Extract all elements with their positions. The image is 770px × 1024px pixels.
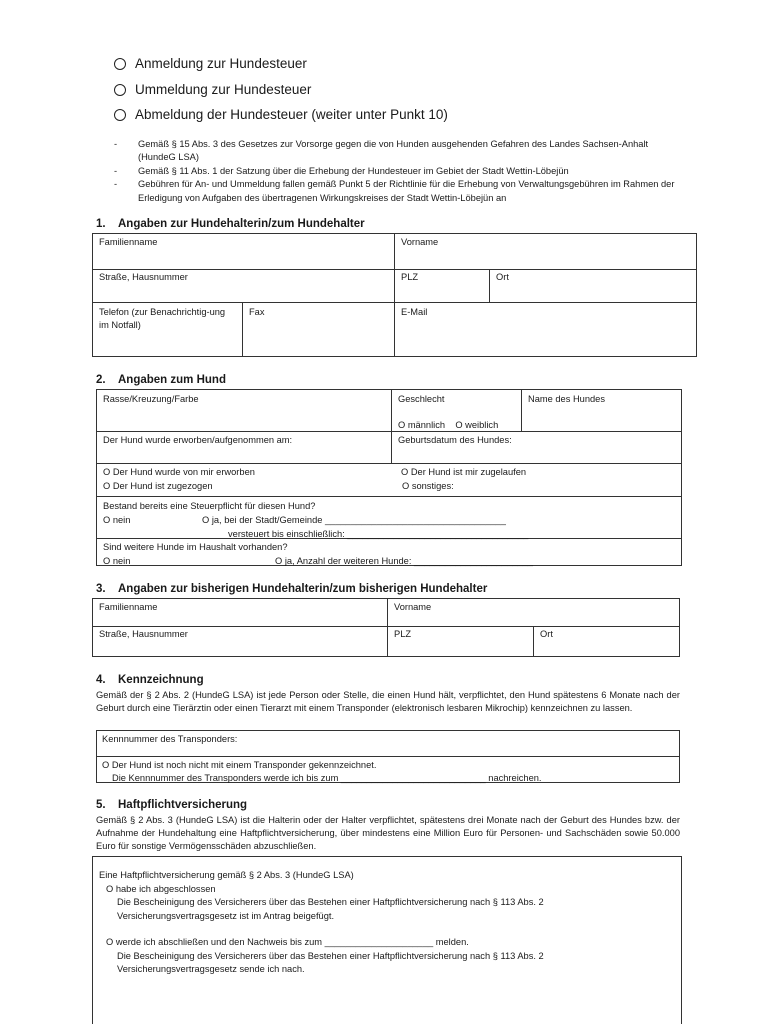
section-4-heading: [96, 674, 204, 686]
bisherige-vorname-field[interactable]: Vorname: [394, 602, 432, 612]
steuerpflicht-ja[interactable]: O ja, bei der Stadt/Gemeinde ___________________________________: [202, 515, 506, 525]
telefon-field[interactable]: Telefon (zur Benachrichtig-ung im Notfall): [99, 307, 226, 330]
beigefuegt-line-1: Die Bescheinigung des Versicherers über das Bestehen einer Haftpflichtversicherung nach § 113 Abs. 2: [117, 897, 544, 907]
weitere-hunde-nein[interactable]: O nein: [103, 556, 131, 566]
section-5-text: Gemäß § 2 Abs. 3 (HundeG LSA) ist die Halterin oder der Halter verpflichtet, spätestens drei Monate nach der Geburt des Hundes bzw. der Aufnahme der Hundehaltung eine Haftpflichtversicherung, über mindestens eine Million Euro für Personen- und Sachschäden sowie 50.000 Euro für sonstige Vermögensschäden abzuschließen.: [96, 815, 680, 852]
weitere-hunde-ja[interactable]: O ja, Anzahl der weiteren Hunde: _______________________: [275, 556, 533, 566]
beigefuegt-line-2: Versicherungsvertragsgesetz ist im Antrag beigefügt.: [117, 911, 335, 921]
option-abschliessen[interactable]: O werde ich abschließen und den Nachweis bis zum _____________________ melden.: [106, 937, 469, 947]
section-2-heading: [96, 374, 226, 386]
haftpflicht-box-title: Eine Haftpflichtversicherung gemäß § 2 Abs. 3 (HundeG LSA): [99, 870, 354, 880]
option-anmeldung[interactable]: [114, 56, 307, 71]
section-1-number: 1.: [96, 218, 106, 230]
section-1-table: [92, 233, 697, 357]
versteuert-bis-field[interactable]: versteuert bis einschließlich: ___________________________________: [228, 529, 529, 539]
nachsenden-line-1: Die Bescheinigung des Versicherers über das Bestehen einer Haftpflichtversicherung nach § 113 Abs. 2: [117, 951, 544, 961]
section-3-title: Angaben zur bisherigen Hundehalterin/zum bisherigen Hundehalter: [118, 583, 488, 595]
section-3-table: [92, 598, 680, 657]
option-zugelaufen[interactable]: O Der Hund ist mir zugelaufen: [401, 467, 527, 477]
erworben-am-field[interactable]: Der Hund wurde erworben/aufgenommen am:: [103, 435, 293, 445]
section-4-number: 4.: [96, 674, 106, 686]
bisherige-ort-field[interactable]: Ort: [540, 629, 553, 639]
note-3: Gebühren für An- und Ummeldung fallen gemäß Punkt 5 der Richtlinie für die Erhebung von Verwaltungsgebühren im Rahmen der Erledigung von Aufgaben des übertragenen Wirkungskreises der Stadt Wettin-Löbejün an: [138, 179, 675, 203]
bisherige-plz-field[interactable]: PLZ: [394, 629, 412, 639]
nachsenden-line-2: Versicherungsvertragsgesetz sende ich nach.: [117, 964, 305, 974]
legal-notes: - Gemäß § 15 Abs. 3 des Gesetzes zur Vorsorge gegen die von Hunden ausgehenden Gefahren des Landes Sachsen-Anhalt (HundeG LSA) - Gemäß § 11 Abs. 1 der Satzung über die Erhebung der Hundesteuer im Gebiet der Stadt Wettin-Löbejün - Gebühren für An- und Ummeldung fallen gemäß Punkt 5 der Richtlinie für die Erhebung von Verwaltungsgebühren im Rahmen der Erledigung von Aufgaben des übertragenen Wirkungskreises der Stadt Wettin-Löbejün an: [114, 138, 684, 205]
steuerpflicht-nein[interactable]: O nein: [103, 515, 131, 525]
geburtsdatum-field[interactable]: Geburtsdatum des Hundes:: [398, 435, 512, 445]
bisherige-strasse-field[interactable]: Straße, Hausnummer: [99, 629, 188, 639]
note-2: Gemäß § 11 Abs. 1 der Satzung über die Erhebung der Hundesteuer im Gebiet der Stadt Wettin-Löbejün: [138, 165, 569, 176]
option-sonstiges[interactable]: O sonstiges:: [402, 481, 454, 491]
hundename-field[interactable]: Name des Hundes: [528, 394, 605, 404]
radio-circle-icon[interactable]: [114, 58, 126, 70]
section-2-title: Angaben zum Hund: [118, 374, 226, 386]
option-anmeldung-label: Anmeldung zur Hundesteuer: [135, 56, 307, 71]
option-zugezogen[interactable]: O Der Hund ist zugezogen: [103, 481, 213, 491]
section-5-heading: [96, 799, 247, 811]
section-3-heading: [96, 583, 487, 595]
kennnummer-field[interactable]: Kennnummer des Transponders:: [102, 734, 238, 744]
section-4-title: Kennzeichnung: [118, 674, 204, 686]
ort-field[interactable]: Ort: [496, 272, 509, 282]
option-noch-nicht-gekennzeichnet[interactable]: O Der Hund ist noch nicht mit einem Transponder gekennzeichnet.: [102, 760, 377, 770]
section-1-title: Angaben zur Hundehalterin/zum Hundehalter: [118, 218, 365, 230]
strasse-field[interactable]: Straße, Hausnummer: [99, 272, 188, 282]
vorname-field[interactable]: Vorname: [401, 237, 439, 247]
radio-circle-icon[interactable]: [114, 84, 126, 96]
plz-field[interactable]: PLZ: [401, 272, 419, 282]
section-3-number: 3.: [96, 583, 106, 595]
bisherige-familienname-field[interactable]: Familienname: [99, 602, 158, 612]
option-ummeldung-label: Ummeldung zur Hundesteuer: [135, 82, 312, 97]
section-2-table: [96, 389, 682, 566]
fax-field[interactable]: Fax: [249, 307, 265, 317]
section-2-number: 2.: [96, 374, 106, 386]
option-abmeldung-label: Abmeldung der Hundesteuer (weiter unter Punkt 10): [135, 107, 448, 122]
email-field[interactable]: E-Mail: [401, 307, 428, 317]
note-1: Gemäß § 15 Abs. 3 des Gesetzes zur Vorsorge gegen die von Hunden ausgehenden Gefahren des Landes Sachsen-Anhalt (HundeG LSA): [138, 139, 649, 163]
radio-circle-icon[interactable]: [114, 109, 126, 121]
section-5-box: [92, 856, 682, 1024]
steuerpflicht-question: Bestand bereits eine Steuerpflicht für diesen Hund?: [103, 501, 316, 511]
section-5-title: Haftpflichtversicherung: [118, 799, 248, 811]
section-1-heading: [96, 218, 365, 230]
familienname-field[interactable]: Familienname: [99, 237, 158, 247]
option-abmeldung[interactable]: [114, 107, 448, 122]
geschlecht-options[interactable]: O männlich O weiblich: [398, 420, 499, 430]
section-4-table: [96, 730, 680, 783]
section-4-text: Gemäß der § 2 Abs. 2 (HundeG LSA) ist jede Person oder Stelle, die einen Hund hält, verpflichtet, den Hund spätestens 6 Monate nach der Geburt durch eine Tierärztin oder einen Tierarzt mit einem Transponder (elektronisch lesbaren Mikrochip) kennzeichnen zu lassen.: [96, 690, 680, 714]
section-5-number: 5.: [96, 799, 106, 811]
option-ummeldung[interactable]: [114, 82, 311, 97]
weitere-hunde-question: Sind weitere Hunde im Haushalt vorhanden?: [103, 542, 288, 552]
option-erworben[interactable]: O Der Hund wurde von mir erworben: [103, 467, 255, 477]
rasse-field[interactable]: Rasse/Kreuzung/Farbe: [103, 394, 199, 404]
option-abgeschlossen[interactable]: O habe ich abgeschlossen: [106, 884, 216, 894]
geschlecht-label: Geschlecht: [398, 394, 445, 404]
nachreichen-field[interactable]: Die Kennnummer des Transponders werde ich bis zum ____________________________ nachreichen.: [112, 773, 542, 783]
